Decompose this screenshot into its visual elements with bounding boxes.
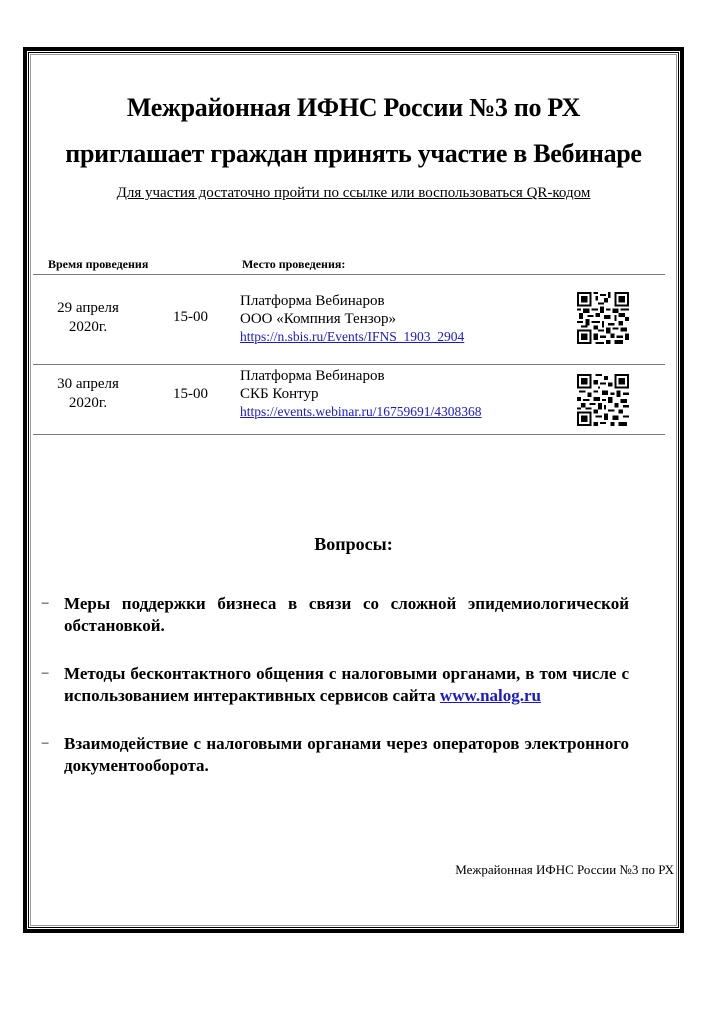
platform-name: Платформа Вебинаров: [240, 368, 385, 384]
questions-heading: Вопросы:: [314, 534, 393, 554]
schedule-header: [33, 253, 665, 275]
page-title-invitation: приглашает граждан принять участие в Вебинаре: [65, 139, 642, 168]
webinar-link[interactable]: https://n.sbis.ru/Events/IFNS_1903_2904: [240, 329, 465, 344]
schedule-row: [33, 365, 665, 435]
list-item: [33, 663, 629, 707]
platform-name: Платформа Вебинаров: [240, 293, 385, 309]
schedule-table: [33, 253, 665, 435]
provider-name: ООО «Компния Тензор»: [240, 311, 397, 327]
event-date-year: 2020г.: [68, 395, 108, 411]
question-text: Меры поддержки бизнеса в связи со сложной эпидемиологической обстановкой.: [64, 594, 629, 635]
questions-list: [33, 593, 674, 803]
dash-bullet-icon: −: [41, 736, 50, 752]
column-header-place: Место проведения:: [242, 257, 346, 271]
footer-signature: Межрайонная ИФНС России №3 по РХ: [455, 862, 674, 877]
instructions-subtitle: Для участия достаточно пройти по ссылке или воспользоваться QR-кодом: [116, 185, 591, 201]
list-item: [33, 593, 629, 637]
nalog-site-link[interactable]: www.nalog.ru: [439, 686, 541, 705]
event-date: [43, 375, 133, 413]
event-time: 15-00: [173, 309, 208, 325]
event-date: [43, 299, 133, 337]
schedule-row: [33, 275, 665, 365]
event-date-year: 2020г.: [68, 319, 108, 335]
column-header-time: Время проведения: [48, 257, 149, 271]
event-place: [240, 292, 464, 346]
webinar-link[interactable]: https://events.webinar.ru/16759691/4308368: [240, 404, 482, 419]
qr-code-icon[interactable]: [577, 292, 629, 344]
qr-code-icon[interactable]: [577, 374, 629, 426]
event-date-day: 30 апреля: [57, 376, 119, 392]
question-text: Методы бесконтактного общения с налоговыми органами, в том числе с использованием интерактивных сервисов сайта: [64, 664, 629, 705]
event-time: 15-00: [173, 386, 208, 402]
event-date-day: 29 апреля: [57, 300, 119, 316]
dash-bullet-icon: −: [41, 596, 50, 612]
dash-bullet-icon: −: [41, 666, 50, 682]
page-title: Межрайонная ИФНС России №3 по РХ: [126, 93, 581, 122]
event-place: [240, 367, 481, 421]
flyer-page: [33, 57, 674, 923]
provider-name: СКБ Контур: [240, 386, 319, 402]
question-text: Взаимодействие с налоговыми органами через операторов электронного документооборота.: [64, 734, 629, 775]
list-item: [33, 733, 629, 777]
